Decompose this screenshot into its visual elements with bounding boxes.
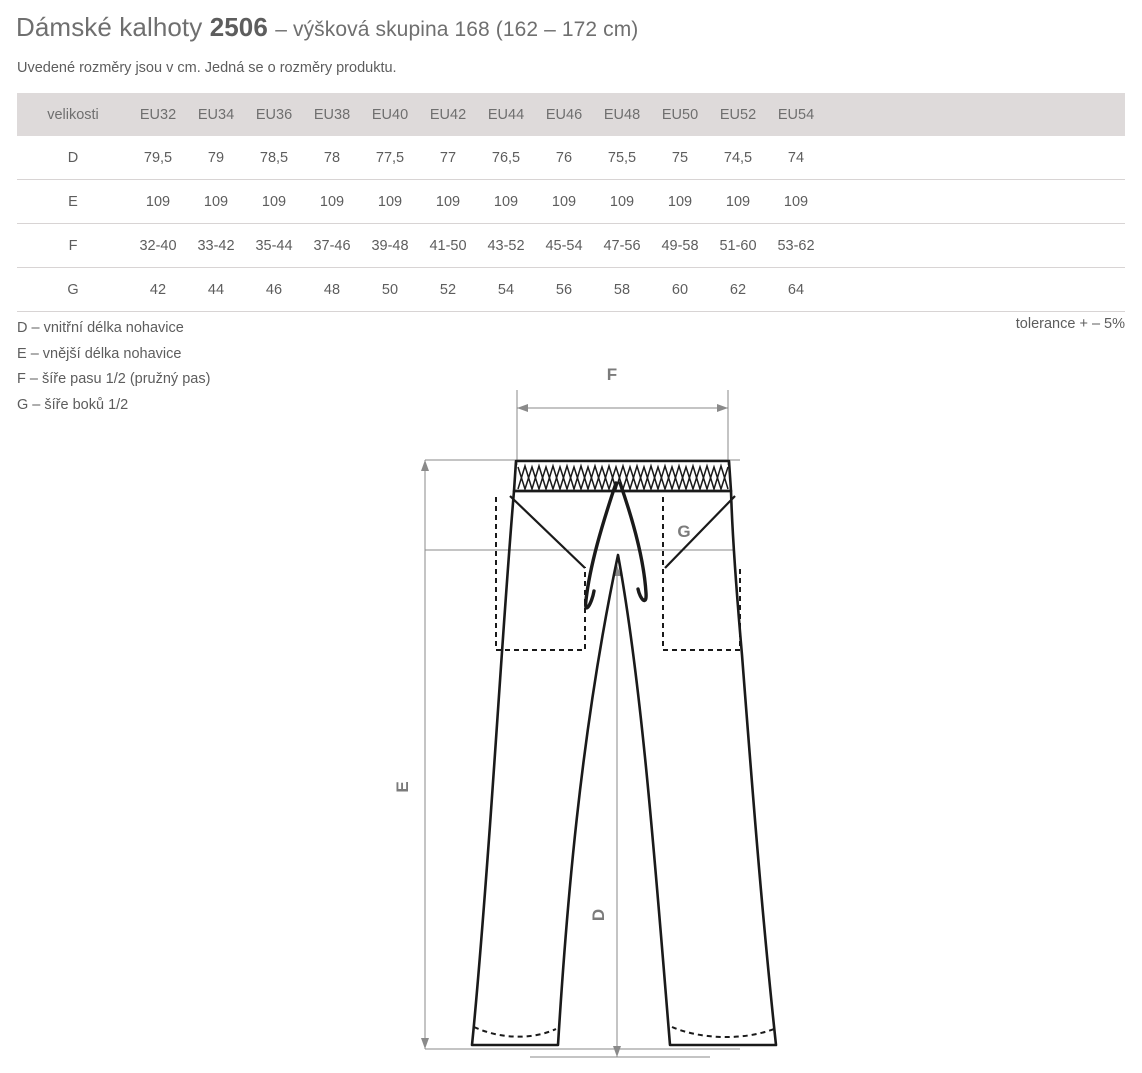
table-cell: 32-40: [129, 224, 187, 268]
table-cell: 58: [593, 268, 651, 312]
table-cell: 109: [651, 180, 709, 224]
table-cell: 56: [535, 268, 593, 312]
pocket-seams: [510, 496, 735, 568]
table-row: [17, 180, 1125, 224]
table-cell: 76,5: [477, 136, 535, 180]
table-cell: 46: [245, 268, 303, 312]
row-label: G: [17, 268, 129, 312]
table-cell: 109: [303, 180, 361, 224]
dimension-label-f: F: [606, 365, 618, 384]
table-cell: 109: [767, 180, 825, 224]
table-cell: 109: [129, 180, 187, 224]
column-header: EU42: [419, 93, 477, 136]
column-header: EU50: [651, 93, 709, 136]
table-header-spacer: [825, 93, 1125, 136]
table-cell: 79: [187, 136, 245, 180]
table-cell: 109: [477, 180, 535, 224]
row-label: D: [17, 136, 129, 180]
table-cell: 33-42: [187, 224, 245, 268]
column-header: EU44: [477, 93, 535, 136]
table-cell: 78,5: [245, 136, 303, 180]
table-row: [17, 136, 1125, 180]
table-cell: 77,5: [361, 136, 419, 180]
dimension-arrowheads: [421, 404, 728, 1057]
table-cell: 44: [187, 268, 245, 312]
tolerance-note: tolerance + – 5%: [1015, 316, 1125, 332]
table-cell: 109: [593, 180, 651, 224]
table-cell: 35-44: [245, 224, 303, 268]
size-table: [17, 93, 1125, 312]
size-table-head: [17, 93, 1125, 136]
table-cell: 47-56: [593, 224, 651, 268]
table-header-row: [17, 93, 1125, 136]
table-cell: 78: [303, 136, 361, 180]
table-cell: 109: [709, 180, 767, 224]
page-title: [16, 12, 638, 43]
table-cell: 49-58: [651, 224, 709, 268]
table-cell: 50: [361, 268, 419, 312]
column-header: EU46: [535, 93, 593, 136]
table-cell: 109: [419, 180, 477, 224]
table-row: [17, 224, 1125, 268]
trousers-technical-drawing: [380, 355, 1140, 1067]
column-header: EU48: [593, 93, 651, 136]
table-cell: 62: [709, 268, 767, 312]
waistband-elastic-pattern: [518, 466, 728, 489]
legend: [17, 316, 210, 418]
dimension-label-e: E: [393, 781, 412, 793]
column-header: EU34: [187, 93, 245, 136]
table-cell: 109: [361, 180, 419, 224]
title-height-group: – výšková skupina 168 (162 – 172 cm): [275, 18, 639, 41]
table-cell: 77: [419, 136, 477, 180]
legend-item: E – vnější délka nohavice: [17, 345, 182, 362]
column-header: EU38: [303, 93, 361, 136]
row-label: F: [17, 224, 129, 268]
title-product-number: 2506: [209, 12, 268, 42]
column-header: EU32: [129, 93, 187, 136]
table-cell-spacer: [825, 136, 1125, 180]
table-cell: 45-54: [535, 224, 593, 268]
drawstring: [586, 483, 646, 608]
row-label: E: [17, 180, 129, 224]
table-cell: 109: [187, 180, 245, 224]
table-cell: 54: [477, 268, 535, 312]
title-main-text: Dámské kalhoty: [16, 12, 203, 42]
legend-item: F – šíře pasu 1/2 (pružný pas): [17, 371, 211, 387]
dimension-label-g: G: [677, 522, 691, 541]
table-cell: 79,5: [129, 136, 187, 180]
legend-item: G – šíře boků 1/2: [17, 396, 129, 413]
table-cell-spacer: [825, 268, 1125, 312]
table-cell: 109: [535, 180, 593, 224]
table-cell: 37-46: [303, 224, 361, 268]
dimension-label-d: D: [589, 908, 608, 922]
table-cell: 109: [245, 180, 303, 224]
column-header: EU36: [245, 93, 303, 136]
column-header: EU54: [767, 93, 825, 136]
hem-stitching: [474, 1027, 774, 1037]
table-cell: 60: [651, 268, 709, 312]
table-cell: 74: [767, 136, 825, 180]
table-cell-spacer: [825, 180, 1125, 224]
table-cell: 76: [535, 136, 593, 180]
table-cell: 75,5: [593, 136, 651, 180]
table-cell: 42: [129, 268, 187, 312]
page-subtitle: Uvedené rozměry jsou v cm. Jedná se o rozměry produktu.: [17, 60, 397, 76]
table-cell: 52: [419, 268, 477, 312]
trousers-outline: [472, 461, 776, 1045]
column-header: EU40: [361, 93, 419, 136]
table-row: [17, 268, 1125, 312]
table-cell: 51-60: [709, 224, 767, 268]
column-header: EU52: [709, 93, 767, 136]
table-cell: 64: [767, 268, 825, 312]
table-cell-spacer: [825, 224, 1125, 268]
size-table-body: [17, 136, 1125, 312]
table-cell: 53-62: [767, 224, 825, 268]
table-cell: 48: [303, 268, 361, 312]
table-cell: 39-48: [361, 224, 419, 268]
size-table-wrapper: [17, 93, 1125, 312]
legend-item: D – vnitřní délka nohavice: [17, 320, 184, 336]
table-cell: 41-50: [419, 224, 477, 268]
table-cell: 43-52: [477, 224, 535, 268]
table-cell: 74,5: [709, 136, 767, 180]
table-cell: 75: [651, 136, 709, 180]
table-corner-label: velikosti: [17, 93, 129, 136]
